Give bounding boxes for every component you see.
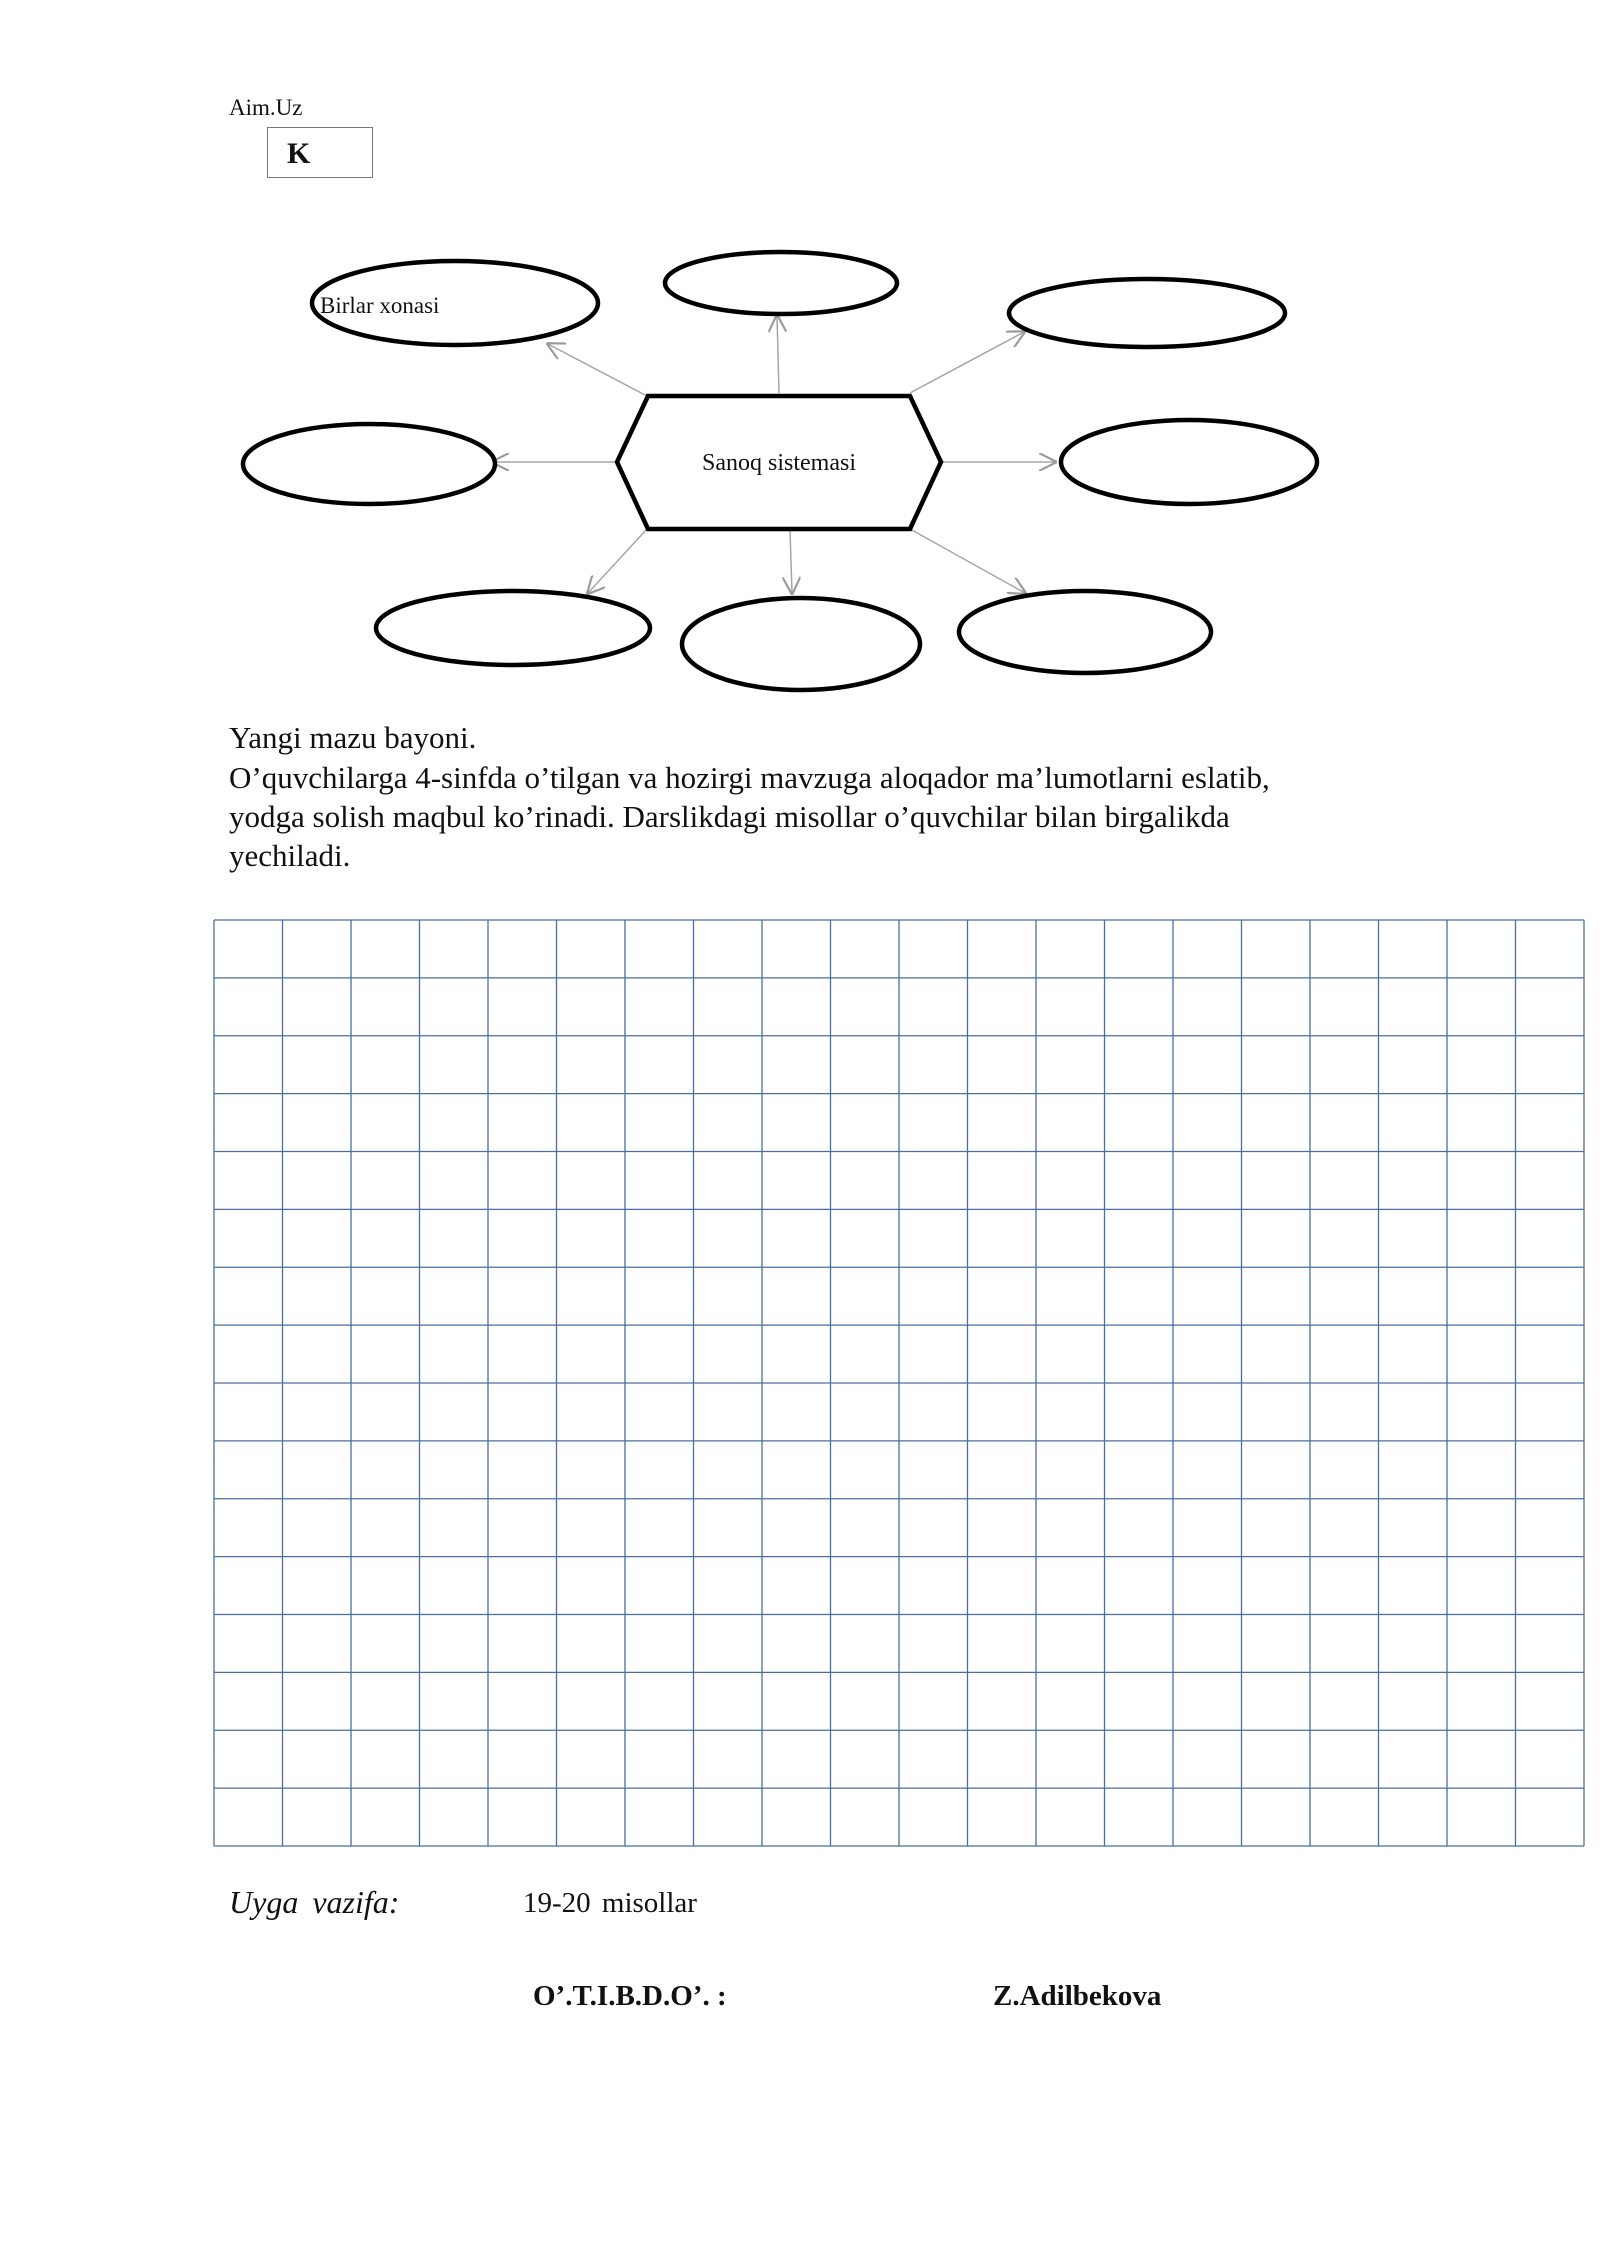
arrow-bottom-right [910,529,1025,593]
arrow-bottom [790,529,792,593]
paragraph-line-3: yechiladi. [229,838,351,873]
homework-label: Uyga vazifa: [229,1884,400,1920]
node-bottom [682,598,920,690]
signoff-role: O’.T.I.B.D.O’. : [533,1980,727,2012]
mind-map-diagram [0,0,1600,720]
node-top [665,252,897,314]
node-top-right [1009,279,1285,347]
arrow-top [777,316,779,393]
arrow-bottom-left [588,529,647,593]
site-label: Aim.Uz [229,95,303,120]
arrow-top-left [548,344,647,396]
node-right [1061,420,1317,504]
letter-box: K [267,127,373,178]
signoff-name: Z.Adilbekova [993,1980,1162,2012]
node-bottom-left [376,591,650,665]
node-top-left-label: Birlar xonasi [320,293,440,318]
graph-paper-grid [213,919,1585,1847]
section-heading: Yangi mazu bayoni. [229,720,477,755]
paragraph-line-1: O’quvchilarga 4-sinfda o’tilgan va hozirgi mavzuga aloqador ma’lumotlarni eslatib, [229,760,1270,795]
arrow-top-right [910,332,1024,393]
paragraph-line-2: yodga solish maqbul ko’rinadi. Darslikdagi misollar o’quvchilar bilan birgalikda [229,799,1230,834]
node-left [243,424,495,504]
center-label: Sanoq sistemasi [702,450,856,476]
node-bottom-right [959,591,1211,673]
homework-value: 19-20 misollar [523,1887,697,1919]
